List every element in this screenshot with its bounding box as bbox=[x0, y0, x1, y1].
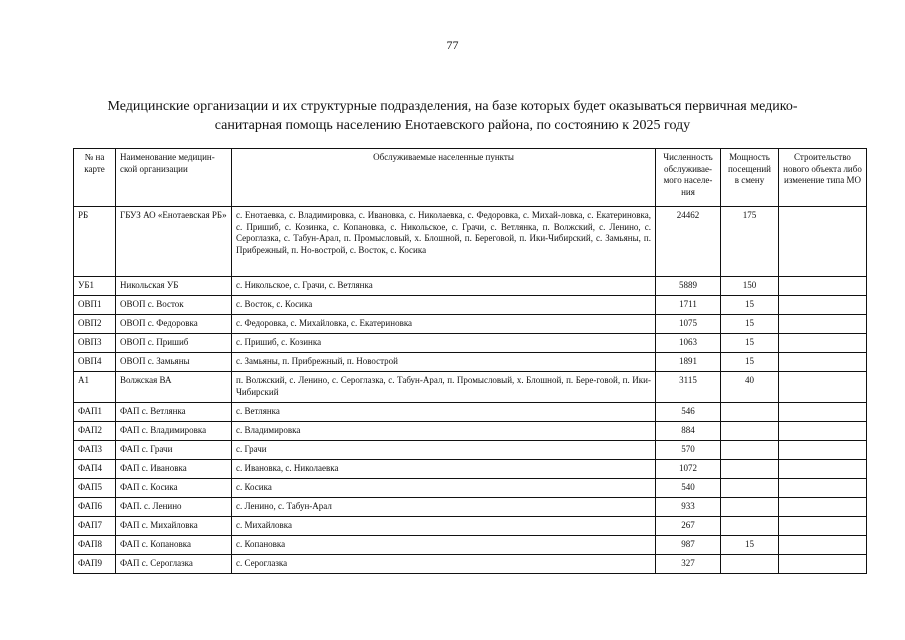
cell-map: РБ bbox=[74, 207, 116, 277]
cell-capacity: 40 bbox=[721, 372, 779, 403]
cell-construction bbox=[779, 353, 867, 372]
cell-map: УБ1 bbox=[74, 277, 116, 296]
cell-construction bbox=[779, 517, 867, 536]
cell-places: с. Никольское, с. Грачи, с. Ветлянка bbox=[232, 277, 656, 296]
cell-places: с. Ивановка, с. Николаевка bbox=[232, 460, 656, 479]
table-row bbox=[74, 536, 867, 555]
cell-places: с. Сероглазка bbox=[232, 555, 656, 574]
cell-map: ОВП2 bbox=[74, 315, 116, 334]
cell-places: с. Ленино, с. Табун-Арал bbox=[232, 498, 656, 517]
cell-org: ОВОП с. Замьяны bbox=[116, 353, 232, 372]
cell-map: А1 bbox=[74, 372, 116, 403]
cell-org: ОВОП с. Федоровка bbox=[116, 315, 232, 334]
table-row bbox=[74, 555, 867, 574]
document-title bbox=[60, 97, 845, 135]
cell-construction bbox=[779, 498, 867, 517]
cell-capacity: 15 bbox=[721, 315, 779, 334]
table-row bbox=[74, 334, 867, 353]
cell-map: ФАП7 bbox=[74, 517, 116, 536]
page-number: 77 bbox=[446, 38, 459, 52]
cell-population: 24462 bbox=[656, 207, 721, 277]
cell-map: ФАП2 bbox=[74, 422, 116, 441]
cell-construction bbox=[779, 372, 867, 403]
cell-construction bbox=[779, 296, 867, 315]
cell-population: 3115 bbox=[656, 372, 721, 403]
cell-population: 267 bbox=[656, 517, 721, 536]
cell-places: с. Михайловка bbox=[232, 517, 656, 536]
cell-org: ФАП. с. Ленино bbox=[116, 498, 232, 517]
cell-map: ФАП9 bbox=[74, 555, 116, 574]
cell-map: ФАП3 bbox=[74, 441, 116, 460]
cell-construction bbox=[779, 460, 867, 479]
table-row bbox=[74, 498, 867, 517]
header-places: Обслуживаемые населенные пункты bbox=[232, 149, 656, 207]
cell-places: с. Владимировка bbox=[232, 422, 656, 441]
header-population: Численность обслуживае-мого населе-ния bbox=[656, 149, 721, 207]
cell-places: с. Пришиб, с. Козинка bbox=[232, 334, 656, 353]
cell-construction bbox=[779, 334, 867, 353]
header-construction: Строительство нового объекта либо изменение типа МО bbox=[779, 149, 867, 207]
title-line-1: Медицинские организации и их структурные подразделения, на базе которых будет оказываться первичная медико- bbox=[107, 99, 798, 114]
cell-capacity: 15 bbox=[721, 536, 779, 555]
cell-capacity bbox=[721, 498, 779, 517]
table-header-row bbox=[74, 149, 867, 207]
cell-places: с. Замьяны, п. Прибрежный, п. Новострой bbox=[232, 353, 656, 372]
cell-places: п. Волжский, с. Ленино, с. Сероглазка, с. Табун-Арал, п. Промысловый, х. Блошной, п. Бере-говой, п. Ики-Чибирский bbox=[232, 372, 656, 403]
table-row bbox=[74, 479, 867, 498]
cell-population: 540 bbox=[656, 479, 721, 498]
cell-capacity: 15 bbox=[721, 353, 779, 372]
cell-org: ФАП с. Сероглазка bbox=[116, 555, 232, 574]
cell-capacity bbox=[721, 479, 779, 498]
cell-places: с. Копановка bbox=[232, 536, 656, 555]
cell-population: 570 bbox=[656, 441, 721, 460]
cell-org: ФАП с. Михайловка bbox=[116, 517, 232, 536]
cell-capacity: 15 bbox=[721, 334, 779, 353]
cell-org: ОВОП с. Восток bbox=[116, 296, 232, 315]
cell-capacity: 15 bbox=[721, 296, 779, 315]
cell-population: 327 bbox=[656, 555, 721, 574]
cell-population: 1075 bbox=[656, 315, 721, 334]
cell-map: ФАП6 bbox=[74, 498, 116, 517]
header-capacity: Мощность посещений в смену bbox=[721, 149, 779, 207]
cell-places: с. Федоровка, с. Михайловка, с. Екатериновка bbox=[232, 315, 656, 334]
cell-capacity bbox=[721, 441, 779, 460]
cell-population: 933 bbox=[656, 498, 721, 517]
cell-map: ФАП1 bbox=[74, 403, 116, 422]
table-row bbox=[74, 441, 867, 460]
cell-construction bbox=[779, 277, 867, 296]
cell-capacity bbox=[721, 403, 779, 422]
cell-org: ФАП с. Копановка bbox=[116, 536, 232, 555]
table-row bbox=[74, 207, 867, 277]
cell-map: ОВП4 bbox=[74, 353, 116, 372]
header-map: № на карте bbox=[74, 149, 116, 207]
table-row bbox=[74, 403, 867, 422]
cell-org: ФАП с. Владимировка bbox=[116, 422, 232, 441]
table-row bbox=[74, 422, 867, 441]
medical-organizations-table bbox=[73, 148, 867, 574]
cell-population: 1891 bbox=[656, 353, 721, 372]
cell-capacity: 175 bbox=[721, 207, 779, 277]
cell-population: 1711 bbox=[656, 296, 721, 315]
cell-places: с. Ветлянка bbox=[232, 403, 656, 422]
cell-map: ФАП5 bbox=[74, 479, 116, 498]
cell-construction bbox=[779, 403, 867, 422]
cell-org: ФАП с. Косика bbox=[116, 479, 232, 498]
cell-map: ОВП1 bbox=[74, 296, 116, 315]
table-row bbox=[74, 296, 867, 315]
cell-population: 1063 bbox=[656, 334, 721, 353]
table-row bbox=[74, 460, 867, 479]
cell-org: Никольская УБ bbox=[116, 277, 232, 296]
cell-capacity bbox=[721, 555, 779, 574]
cell-places: с. Восток, с. Косика bbox=[232, 296, 656, 315]
table-row bbox=[74, 315, 867, 334]
cell-construction bbox=[779, 441, 867, 460]
table-row bbox=[74, 353, 867, 372]
cell-construction bbox=[779, 536, 867, 555]
cell-capacity bbox=[721, 422, 779, 441]
cell-org: ФАП с. Ивановка bbox=[116, 460, 232, 479]
title-line-2: санитарная помощь населению Енотаевского района, по состоянию к 2025 году bbox=[214, 118, 691, 133]
cell-places: с. Енотаевка, с. Владимировка, с. Ивановка, с. Николаевка, с. Федоровка, с. Михай-ловка, с. Екатериновка, с. Пришиб, с. Козинка, с. Копановка, с. Никольское, с. Грачи, с. Ветлянка, п. Волжский, с. Ленино, с. Сероглазка, с. Табун-Арал, п. Промысловый, х. Блошной, п. Береговой, п. Ики-Чибирский, с. Замьяны, п. Прибрежный, п. Но-вострой, с. Восток, с. Косика bbox=[232, 207, 656, 277]
cell-org: ФАП с. Ветлянка bbox=[116, 403, 232, 422]
cell-population: 546 bbox=[656, 403, 721, 422]
header-org: Наименование медицин-ской организации bbox=[116, 149, 232, 207]
cell-construction bbox=[779, 479, 867, 498]
table-row bbox=[74, 277, 867, 296]
cell-population: 5889 bbox=[656, 277, 721, 296]
cell-population: 1072 bbox=[656, 460, 721, 479]
cell-construction bbox=[779, 422, 867, 441]
cell-map: ОВП3 bbox=[74, 334, 116, 353]
table-row bbox=[74, 517, 867, 536]
cell-population: 987 bbox=[656, 536, 721, 555]
cell-construction bbox=[779, 315, 867, 334]
cell-capacity: 150 bbox=[721, 277, 779, 296]
cell-capacity bbox=[721, 460, 779, 479]
cell-org: Волжская ВА bbox=[116, 372, 232, 403]
cell-places: с. Косика bbox=[232, 479, 656, 498]
cell-map: ФАП4 bbox=[74, 460, 116, 479]
cell-capacity bbox=[721, 517, 779, 536]
cell-places: с. Грачи bbox=[232, 441, 656, 460]
cell-construction bbox=[779, 207, 867, 277]
cell-org: ГБУЗ АО «Енотаевская РБ» bbox=[116, 207, 232, 277]
cell-map: ФАП8 bbox=[74, 536, 116, 555]
table-row bbox=[74, 372, 867, 403]
cell-org: ОВОП с. Пришиб bbox=[116, 334, 232, 353]
cell-population: 884 bbox=[656, 422, 721, 441]
cell-org: ФАП с. Грачи bbox=[116, 441, 232, 460]
cell-construction bbox=[779, 555, 867, 574]
